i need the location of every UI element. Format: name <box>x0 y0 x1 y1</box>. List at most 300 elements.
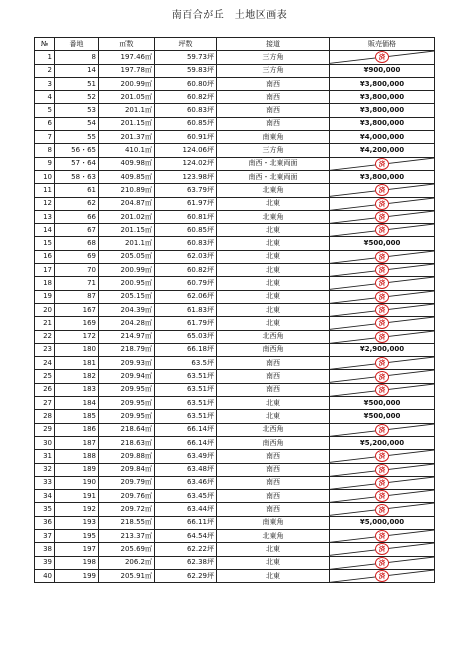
sold-cell <box>330 476 435 489</box>
area-m2: 209.95㎡ <box>99 383 155 396</box>
sold-cell <box>330 423 435 436</box>
row-number: 39 <box>35 556 55 569</box>
sold-cell <box>330 51 435 64</box>
road-access: 南西 <box>217 104 330 117</box>
lot-number: 67 <box>55 224 99 237</box>
row-number: 15 <box>35 237 55 250</box>
lot-number: 70 <box>55 264 99 277</box>
table-row <box>35 503 435 516</box>
area-tsubo: 60.82坪 <box>155 91 217 104</box>
area-tsubo: 60.91坪 <box>155 131 217 144</box>
road-access: 北東 <box>217 556 330 569</box>
sold-cell <box>330 330 435 343</box>
sold-stamp-icon: 済 <box>375 198 389 210</box>
area-tsubo: 60.85坪 <box>155 117 217 130</box>
row-number: 13 <box>35 210 55 223</box>
sale-price: ¥3,800,000 <box>330 117 435 130</box>
table-row <box>35 170 435 183</box>
sold-cell <box>330 303 435 316</box>
area-m2: 209.94㎡ <box>99 370 155 383</box>
road-access: 南西 <box>217 476 330 489</box>
sold-cell <box>330 543 435 556</box>
table-row <box>35 436 435 449</box>
road-access: 北東 <box>217 264 330 277</box>
lot-number: 192 <box>55 503 99 516</box>
sale-price: ¥2,900,000 <box>330 343 435 356</box>
sold-stamp-icon: 済 <box>375 357 389 369</box>
sale-price: ¥500,000 <box>330 397 435 410</box>
table-row <box>35 423 435 436</box>
road-access: 南西 <box>217 463 330 476</box>
area-m2: 218.55㎡ <box>99 516 155 529</box>
row-number: 34 <box>35 490 55 503</box>
table-header-row <box>35 38 435 51</box>
table-row <box>35 117 435 130</box>
row-number: 24 <box>35 357 55 370</box>
lot-number: 54 <box>55 117 99 130</box>
road-access: 北東角 <box>217 210 330 223</box>
area-m2: 197.78㎡ <box>99 64 155 77</box>
road-access: 北東 <box>217 317 330 330</box>
area-m2: 209.79㎡ <box>99 476 155 489</box>
road-access: 三方角 <box>217 51 330 64</box>
row-number: 5 <box>35 104 55 117</box>
road-access: 南西 <box>217 450 330 463</box>
lot-number: 169 <box>55 317 99 330</box>
road-access: 南西 <box>217 503 330 516</box>
sold-cell <box>330 224 435 237</box>
row-number: 18 <box>35 277 55 290</box>
row-number: 28 <box>35 410 55 423</box>
sold-stamp-icon: 済 <box>375 158 389 170</box>
road-access: 北東 <box>217 303 330 316</box>
lot-number: 195 <box>55 529 99 542</box>
row-number: 33 <box>35 476 55 489</box>
area-m2: 204.39㎡ <box>99 303 155 316</box>
area-tsubo: 63.44坪 <box>155 503 217 516</box>
lot-number: 51 <box>55 77 99 90</box>
area-tsubo: 63.49坪 <box>155 450 217 463</box>
area-m2: 209.95㎡ <box>99 410 155 423</box>
table-row <box>35 410 435 423</box>
row-number: 37 <box>35 529 55 542</box>
road-access: 南東角 <box>217 131 330 144</box>
row-number: 7 <box>35 131 55 144</box>
road-access: 南西 <box>217 490 330 503</box>
sale-price: ¥3,800,000 <box>330 104 435 117</box>
area-m2: 209.88㎡ <box>99 450 155 463</box>
row-number: 16 <box>35 250 55 263</box>
lot-number: 61 <box>55 184 99 197</box>
table-row <box>35 317 435 330</box>
table-row <box>35 184 435 197</box>
lot-number: 56・65 <box>55 144 99 157</box>
road-access: 南西角 <box>217 436 330 449</box>
road-access: 南西角 <box>217 343 330 356</box>
lot-number: 183 <box>55 383 99 396</box>
area-m2: 209.95㎡ <box>99 397 155 410</box>
area-m2: 209.76㎡ <box>99 490 155 503</box>
area-tsubo: 60.85坪 <box>155 224 217 237</box>
area-m2: 209.93㎡ <box>99 357 155 370</box>
lot-number: 62 <box>55 197 99 210</box>
lot-number: 58・63 <box>55 170 99 183</box>
lot-number: 69 <box>55 250 99 263</box>
area-tsubo: 66.14坪 <box>155 423 217 436</box>
area-tsubo: 64.54坪 <box>155 529 217 542</box>
area-tsubo: 59.73坪 <box>155 51 217 64</box>
table-row <box>35 516 435 529</box>
lot-number: 181 <box>55 357 99 370</box>
sold-stamp-icon: 済 <box>375 477 389 489</box>
lot-number: 193 <box>55 516 99 529</box>
header-area-m2: ㎡数 <box>99 38 155 51</box>
area-tsubo: 66.18坪 <box>155 343 217 356</box>
area-tsubo: 63.51坪 <box>155 397 217 410</box>
sold-stamp-icon: 済 <box>375 264 389 276</box>
road-access: 南西 <box>217 370 330 383</box>
road-access: 北東 <box>217 224 330 237</box>
area-m2: 409.98㎡ <box>99 157 155 170</box>
sold-cell <box>330 450 435 463</box>
row-number: 19 <box>35 290 55 303</box>
area-tsubo: 65.03坪 <box>155 330 217 343</box>
row-number: 17 <box>35 264 55 277</box>
sold-stamp-icon: 済 <box>375 424 389 436</box>
area-m2: 209.84㎡ <box>99 463 155 476</box>
area-tsubo: 66.14坪 <box>155 436 217 449</box>
table-row <box>35 210 435 223</box>
page-title: 南百合が丘 土地区画表 <box>171 10 288 21</box>
lot-number: 190 <box>55 476 99 489</box>
table-row <box>35 556 435 569</box>
sold-cell <box>330 157 435 170</box>
area-m2: 210.89㎡ <box>99 184 155 197</box>
lot-number: 198 <box>55 556 99 569</box>
road-access: 北西角 <box>217 330 330 343</box>
area-tsubo: 62.22坪 <box>155 543 217 556</box>
sale-price: ¥900,000 <box>330 64 435 77</box>
area-tsubo: 63.45坪 <box>155 490 217 503</box>
table-row <box>35 277 435 290</box>
sold-cell <box>330 250 435 263</box>
sold-stamp-icon: 済 <box>375 251 389 263</box>
row-number: 36 <box>35 516 55 529</box>
row-number: 3 <box>35 77 55 90</box>
sold-cell <box>330 490 435 503</box>
area-m2: 201.1㎡ <box>99 104 155 117</box>
area-m2: 201.15㎡ <box>99 117 155 130</box>
lot-number: 71 <box>55 277 99 290</box>
row-number: 38 <box>35 543 55 556</box>
road-access: 北東 <box>217 569 330 582</box>
row-number: 1 <box>35 51 55 64</box>
sale-price: ¥4,200,000 <box>330 144 435 157</box>
row-number: 2 <box>35 64 55 77</box>
road-access: 三方角 <box>217 64 330 77</box>
sold-stamp-icon: 済 <box>375 224 389 236</box>
sold-stamp-icon: 済 <box>375 464 389 476</box>
row-number: 23 <box>35 343 55 356</box>
road-access: 南西 <box>217 91 330 104</box>
lot-table <box>34 37 435 583</box>
sold-stamp-icon: 済 <box>375 304 389 316</box>
area-m2: 218.63㎡ <box>99 436 155 449</box>
area-tsubo: 63.79坪 <box>155 184 217 197</box>
sold-cell <box>330 290 435 303</box>
sold-cell <box>330 556 435 569</box>
table-row <box>35 91 435 104</box>
sold-cell <box>330 529 435 542</box>
table-row <box>35 357 435 370</box>
row-number: 10 <box>35 170 55 183</box>
area-tsubo: 124.06坪 <box>155 144 217 157</box>
area-tsubo: 60.82坪 <box>155 264 217 277</box>
area-m2: 201.1㎡ <box>99 237 155 250</box>
header-no: № <box>35 38 55 51</box>
area-tsubo: 63.51坪 <box>155 370 217 383</box>
area-m2: 201.05㎡ <box>99 91 155 104</box>
sold-cell <box>330 463 435 476</box>
road-access: 北東角 <box>217 184 330 197</box>
sold-cell <box>330 277 435 290</box>
area-tsubo: 62.29坪 <box>155 569 217 582</box>
sold-stamp-icon: 済 <box>375 331 389 343</box>
header-road-access: 接道 <box>217 38 330 51</box>
area-m2: 213.37㎡ <box>99 529 155 542</box>
sold-cell <box>330 383 435 396</box>
area-tsubo: 61.79坪 <box>155 317 217 330</box>
row-number: 27 <box>35 397 55 410</box>
area-tsubo: 60.83坪 <box>155 237 217 250</box>
sale-price: ¥5,000,000 <box>330 516 435 529</box>
table-row <box>35 250 435 263</box>
table-row <box>35 290 435 303</box>
area-m2: 410.1㎡ <box>99 144 155 157</box>
area-m2: 206.2㎡ <box>99 556 155 569</box>
road-access: 北東 <box>217 543 330 556</box>
area-tsubo: 63.46坪 <box>155 476 217 489</box>
area-tsubo: 60.79坪 <box>155 277 217 290</box>
area-m2: 209.72㎡ <box>99 503 155 516</box>
sold-stamp-icon: 済 <box>375 450 389 462</box>
area-tsubo: 63.51坪 <box>155 383 217 396</box>
sold-stamp-icon: 済 <box>375 530 389 542</box>
lot-number: 189 <box>55 463 99 476</box>
sale-price: ¥3,800,000 <box>330 77 435 90</box>
header-lot-number: 番地 <box>55 38 99 51</box>
sold-cell <box>330 357 435 370</box>
road-access: 北東 <box>217 250 330 263</box>
sale-price: ¥4,000,000 <box>330 131 435 144</box>
table-row <box>35 104 435 117</box>
row-number: 4 <box>35 91 55 104</box>
table-row <box>35 529 435 542</box>
sold-stamp-icon: 済 <box>375 504 389 516</box>
table-row <box>35 144 435 157</box>
lot-number: 52 <box>55 91 99 104</box>
sold-stamp-icon: 済 <box>375 317 389 329</box>
lot-number: 53 <box>55 104 99 117</box>
lot-number: 185 <box>55 410 99 423</box>
row-number: 29 <box>35 423 55 436</box>
table-row <box>35 330 435 343</box>
road-access: 南西 <box>217 117 330 130</box>
area-tsubo: 60.83坪 <box>155 104 217 117</box>
sale-price: ¥5,200,000 <box>330 436 435 449</box>
row-number: 30 <box>35 436 55 449</box>
row-number: 21 <box>35 317 55 330</box>
lot-number: 57・64 <box>55 157 99 170</box>
area-m2: 200.95㎡ <box>99 277 155 290</box>
table-row <box>35 450 435 463</box>
lot-number: 66 <box>55 210 99 223</box>
sale-price: ¥3,800,000 <box>330 91 435 104</box>
lot-number: 172 <box>55 330 99 343</box>
road-access: 三方角 <box>217 144 330 157</box>
table-row <box>35 51 435 64</box>
table-row <box>35 543 435 556</box>
lot-number: 182 <box>55 370 99 383</box>
table-row <box>35 397 435 410</box>
road-access: 北東 <box>217 410 330 423</box>
area-tsubo: 62.38坪 <box>155 556 217 569</box>
table-row <box>35 224 435 237</box>
road-access: 北西角 <box>217 423 330 436</box>
lot-number: 167 <box>55 303 99 316</box>
sold-stamp-icon: 済 <box>375 384 389 396</box>
area-m2: 205.05㎡ <box>99 250 155 263</box>
table-row <box>35 77 435 90</box>
area-m2: 200.99㎡ <box>99 264 155 277</box>
area-tsubo: 66.11坪 <box>155 516 217 529</box>
road-access: 南東角 <box>217 516 330 529</box>
sold-cell <box>330 210 435 223</box>
sold-stamp-icon: 済 <box>375 543 389 555</box>
sold-stamp-icon: 済 <box>375 570 389 582</box>
area-tsubo: 62.03坪 <box>155 250 217 263</box>
area-tsubo: 63.48坪 <box>155 463 217 476</box>
table-body <box>35 51 435 583</box>
sold-cell <box>330 503 435 516</box>
table-row <box>35 490 435 503</box>
row-number: 32 <box>35 463 55 476</box>
table-row <box>35 476 435 489</box>
row-number: 11 <box>35 184 55 197</box>
lot-number: 14 <box>55 64 99 77</box>
row-number: 14 <box>35 224 55 237</box>
table-row <box>35 197 435 210</box>
sold-stamp-icon: 済 <box>375 490 389 502</box>
table-row <box>35 463 435 476</box>
sold-cell <box>330 264 435 277</box>
area-tsubo: 60.81坪 <box>155 210 217 223</box>
area-tsubo: 124.02坪 <box>155 157 217 170</box>
area-m2: 204.28㎡ <box>99 317 155 330</box>
lot-number: 180 <box>55 343 99 356</box>
road-access: 南西 <box>217 383 330 396</box>
area-tsubo: 60.80坪 <box>155 77 217 90</box>
row-number: 31 <box>35 450 55 463</box>
road-access: 北東 <box>217 237 330 250</box>
row-number: 8 <box>35 144 55 157</box>
sold-stamp-icon: 済 <box>375 557 389 569</box>
sold-cell <box>330 317 435 330</box>
table-row <box>35 264 435 277</box>
area-tsubo: 63.5坪 <box>155 357 217 370</box>
lot-number: 188 <box>55 450 99 463</box>
road-access: 南西・北東両面 <box>217 170 330 183</box>
lot-number: 197 <box>55 543 99 556</box>
sold-stamp-icon: 済 <box>375 371 389 383</box>
sold-cell <box>330 184 435 197</box>
area-m2: 205.15㎡ <box>99 290 155 303</box>
lot-number: 186 <box>55 423 99 436</box>
row-number: 40 <box>35 569 55 582</box>
sold-cell <box>330 370 435 383</box>
area-tsubo: 59.83坪 <box>155 64 217 77</box>
row-number: 26 <box>35 383 55 396</box>
sold-stamp-icon: 済 <box>375 277 389 289</box>
lot-number: 8 <box>55 51 99 64</box>
sale-price: ¥500,000 <box>330 237 435 250</box>
row-number: 12 <box>35 197 55 210</box>
area-m2: 200.99㎡ <box>99 77 155 90</box>
table-row <box>35 343 435 356</box>
road-access: 南西 <box>217 357 330 370</box>
area-tsubo: 63.51坪 <box>155 410 217 423</box>
sale-price: ¥500,000 <box>330 410 435 423</box>
lot-number: 199 <box>55 569 99 582</box>
row-number: 9 <box>35 157 55 170</box>
sold-cell <box>330 197 435 210</box>
table-row <box>35 64 435 77</box>
road-access: 北東 <box>217 290 330 303</box>
road-access: 北東 <box>217 397 330 410</box>
lot-number: 68 <box>55 237 99 250</box>
row-number: 25 <box>35 370 55 383</box>
table-row <box>35 370 435 383</box>
area-m2: 201.37㎡ <box>99 131 155 144</box>
road-access: 北東 <box>217 277 330 290</box>
area-m2: 205.69㎡ <box>99 543 155 556</box>
sold-stamp-icon: 済 <box>375 211 389 223</box>
area-m2: 218.64㎡ <box>99 423 155 436</box>
lot-number: 55 <box>55 131 99 144</box>
sold-stamp-icon: 済 <box>375 291 389 303</box>
table-row <box>35 569 435 582</box>
area-tsubo: 62.06坪 <box>155 290 217 303</box>
area-m2: 214.97㎡ <box>99 330 155 343</box>
lot-number: 191 <box>55 490 99 503</box>
sold-stamp-icon: 済 <box>375 51 389 63</box>
area-tsubo: 123.98坪 <box>155 170 217 183</box>
header-sale-price: 販売価格 <box>330 38 435 51</box>
area-m2: 204.87㎡ <box>99 197 155 210</box>
area-m2: 205.91㎡ <box>99 569 155 582</box>
road-access: 北東 <box>217 197 330 210</box>
table-row <box>35 303 435 316</box>
row-number: 22 <box>35 330 55 343</box>
lot-number: 87 <box>55 290 99 303</box>
area-m2: 218.79㎡ <box>99 343 155 356</box>
table-row <box>35 131 435 144</box>
lot-number: 187 <box>55 436 99 449</box>
table-row <box>35 383 435 396</box>
road-access: 南西 <box>217 77 330 90</box>
sale-price: ¥3,800,000 <box>330 170 435 183</box>
area-tsubo: 61.83坪 <box>155 303 217 316</box>
